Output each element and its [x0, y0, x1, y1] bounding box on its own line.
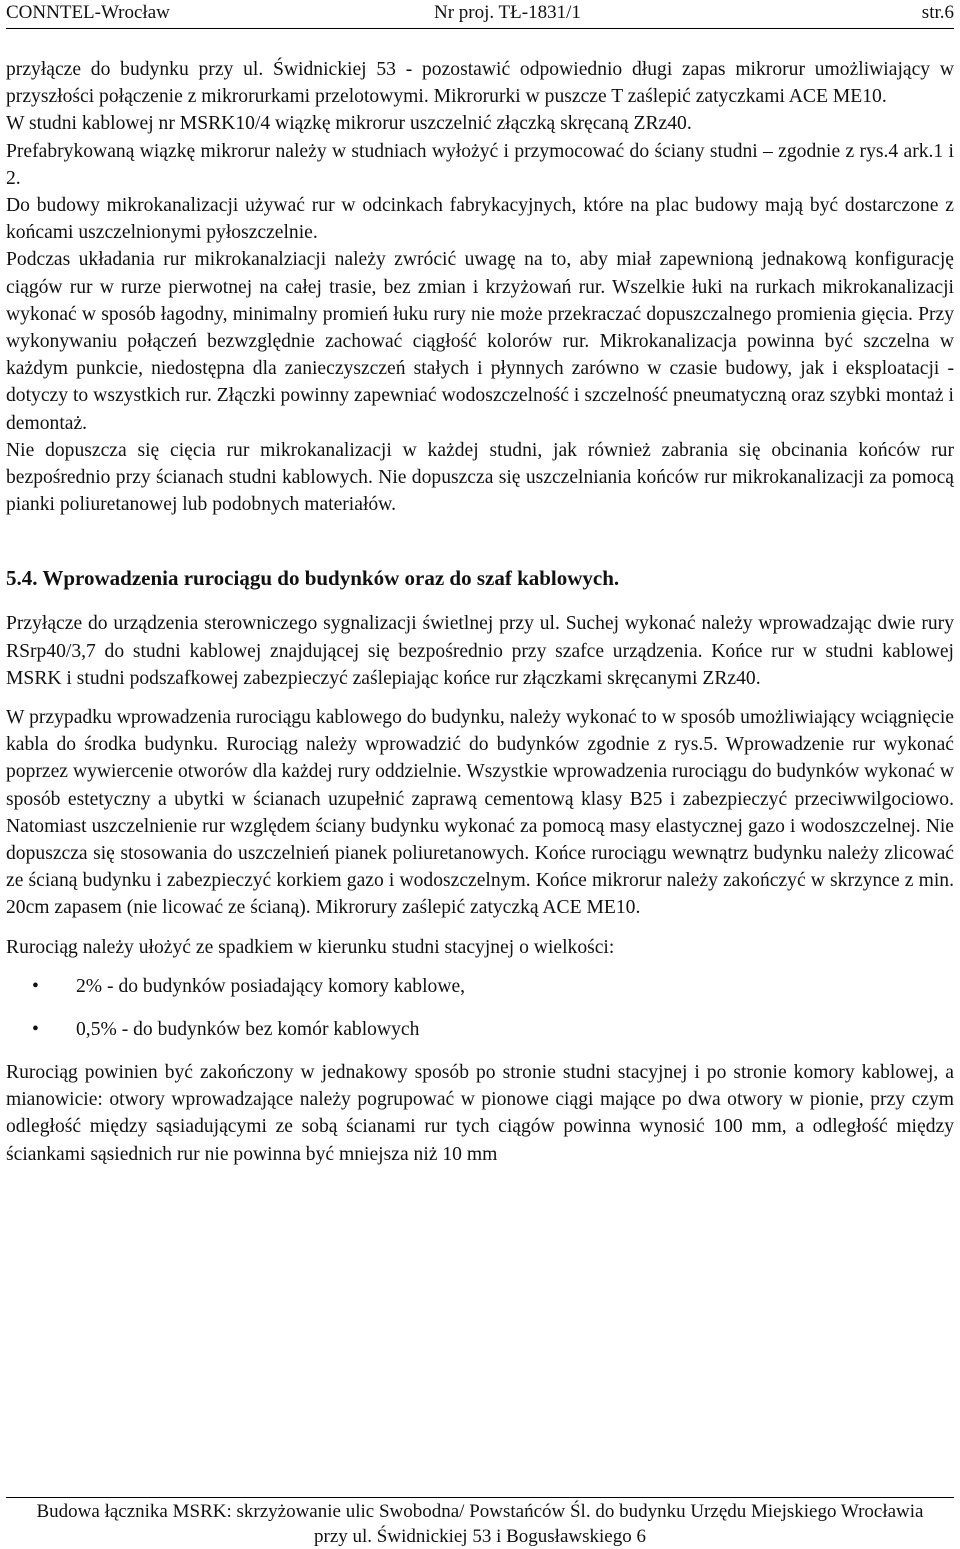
footer-line: przy ul. Świdnickiej 53 i Bogusławskiego 6: [314, 1526, 646, 1547]
paragraph: W przypadku wprowadzenia rurociągu kablowego do budynku, należy wykonać to w sposób umożliwiający wciągnięcie kabla do środka budynku. Rurociąg należy wprowadzić do budynków zgodnie z rys.5. Wprowadzenie rur wykonać poprzez wywiercenie otworów dla każdej rury oddzielnie. Wszystkie wprowadzenia rurociągu do budynków wykonać w sposób estetyczny a ubytki w ścianach uzupełnić zaprawą cementową klasy B25 i zabezpieczyć przeciwwilgociowo. Natomiast uszczelnienie rur względem ściany budynku wykonać za pomocą masy elastycznej gazo i wodoszczelnej. Nie dopuszcza się stosowania do uszczelnień pianek poliuretanowych. Końce rurociągu wewnątrz budynku należy zlicować ze ścianą budynku i zabezpieczyć korkiem gazo i wodoszczelnym. Końce mikrorur należy zakończyć w skrzynce z min. 20cm zapasem (nie licować ze ścianą). Mikrorury zaślepić zatyczką ACE ME10.: [6, 707, 954, 919]
paragraph: Nie dopuszcza się cięcia rur mikrokanalizacji w każdej studni, jak również zabrania się obcinania końców rur bezpośrednio przy ścianach studni kablowych. Nie dopuszcza się uszczelniania końców rur mikrokanalizacji za pomocą pianki poliuretanowej lub podobnych materiałów.: [6, 439, 954, 516]
paragraph: W studni kablowej nr MSRK10/4 wiązkę mikrorur uszczelnić złączką skręcaną ZRz40.: [6, 113, 692, 135]
list-item-text: 0,5% - do budynków bez komór kablowych: [76, 1018, 420, 1040]
footer-rule: [6, 1497, 954, 1498]
bullet-icon: •: [32, 975, 39, 997]
document-body: [6, 56, 954, 1168]
header-rule: [6, 28, 954, 29]
paragraph: Rurociąg powinien być zakończony w jednakowy sposób po stronie studni stacyjnej i po stronie komory kablowej, a mianowicie: otwory wprowadzające należy pogrupować w pionowe ciągi mające po dwa otwory w pionie, przy czym odległość między sąsiadującymi ze sobą ścianami rur tych ciągów powinna wynosić 100 mm, a odległość między ściankami sąsiednich rur nie powinna być mniejsza niż 10 mm: [6, 1061, 954, 1165]
paragraph: Do budowy mikrokanalizacji używać rur w odcinkach fabrykacyjnych, które na plac budowy mają być dostarczone z końcami uszczelnionymi pyłoszczelnie.: [6, 195, 954, 244]
paragraph: Podczas układania rur mikrokanalziacji należy zwrócić uwagę na to, aby miał zapewnioną jednakową konfigurację ciągów rur w rurze pierwotnej na całej trasie, bez zmian i krzyżowań rur. Wszelkie łuki na rurkach mikrokanalizacji wykonać w sposób łagodny, minimalny promień łuku rury nie może przekraczać dopuszczalnego promienia gięcia. Przy wykonywaniu połączeń bezwzględnie zachować ciągłość kolorów rur. Mikrokanalizacja powinna być szczelna w każdym punkcie, niedostępna dla zanieczyszczeń stałych i płynnych zarówno w czasie budowy, jak i eksploatacji - dotyczy to wszystkich rur. Złączki powinny zapewniać wodoszczelność i szczelność pneumatyczną oraz szybki montaż i demontaż.: [6, 249, 954, 434]
page-header: [6, 0, 954, 30]
footer-line: Budowa łącznika MSRK: skrzyżowanie ulic Swobodna/ Powstańców Śl. do budynku Urzędu Miejskiego Wrocławia: [36, 1501, 924, 1522]
paragraph: Rurociąg należy ułożyć ze spadkiem w kierunku studni stacyjnej o wielkości:: [6, 936, 615, 958]
paragraph: Prefabrykowaną wiązkę mikrorur należy w studniach wyłożyć i przymocować do ściany studni – zgodnie z rys.4 ark.1 i 2.: [6, 140, 954, 189]
list-item-text: 2% - do budynków posiadający komory kablowe,: [76, 975, 466, 997]
paragraph: przyłącze do budynku przy ul. Świdnickiej 53 - pozostawić odpowiednio długi zapas mikrorur umożliwiający w przyszłości połączenie z mikrorurkami przelotowymi. Mikrorurki w puszcze T zaślepić zatyczkami ACE ME10.: [6, 59, 954, 108]
header-project-number: Nr proj. TŁ-1831/1: [434, 2, 581, 23]
page-footer: [6, 1499, 954, 1549]
header-page-number: str.6: [921, 2, 954, 23]
list-item: [6, 1016, 954, 1043]
section-heading: 5.4. Wprowadzenia rurociągu do budynków oraz do szaf kablowych.: [6, 566, 620, 591]
slope-list: [6, 973, 954, 1043]
bullet-icon: •: [32, 1018, 39, 1040]
header-company: CONNTEL-Wrocław: [6, 2, 170, 23]
list-item: [6, 973, 954, 1000]
paragraph: Przyłącze do urządzenia sterowniczego sygnalizacji świetlnej przy ul. Suchej wykonać należy wprowadzając dwie rury RSrp40/3,7 do studni kablowej znajdującej się bezpośrednio przy szafce urządzenia. Końce rur w studni kablowej MSRK i studni podszafkowej zabezpieczyć zaślepiając końce rur złączkami skręcanymi ZRz40.: [6, 613, 954, 689]
